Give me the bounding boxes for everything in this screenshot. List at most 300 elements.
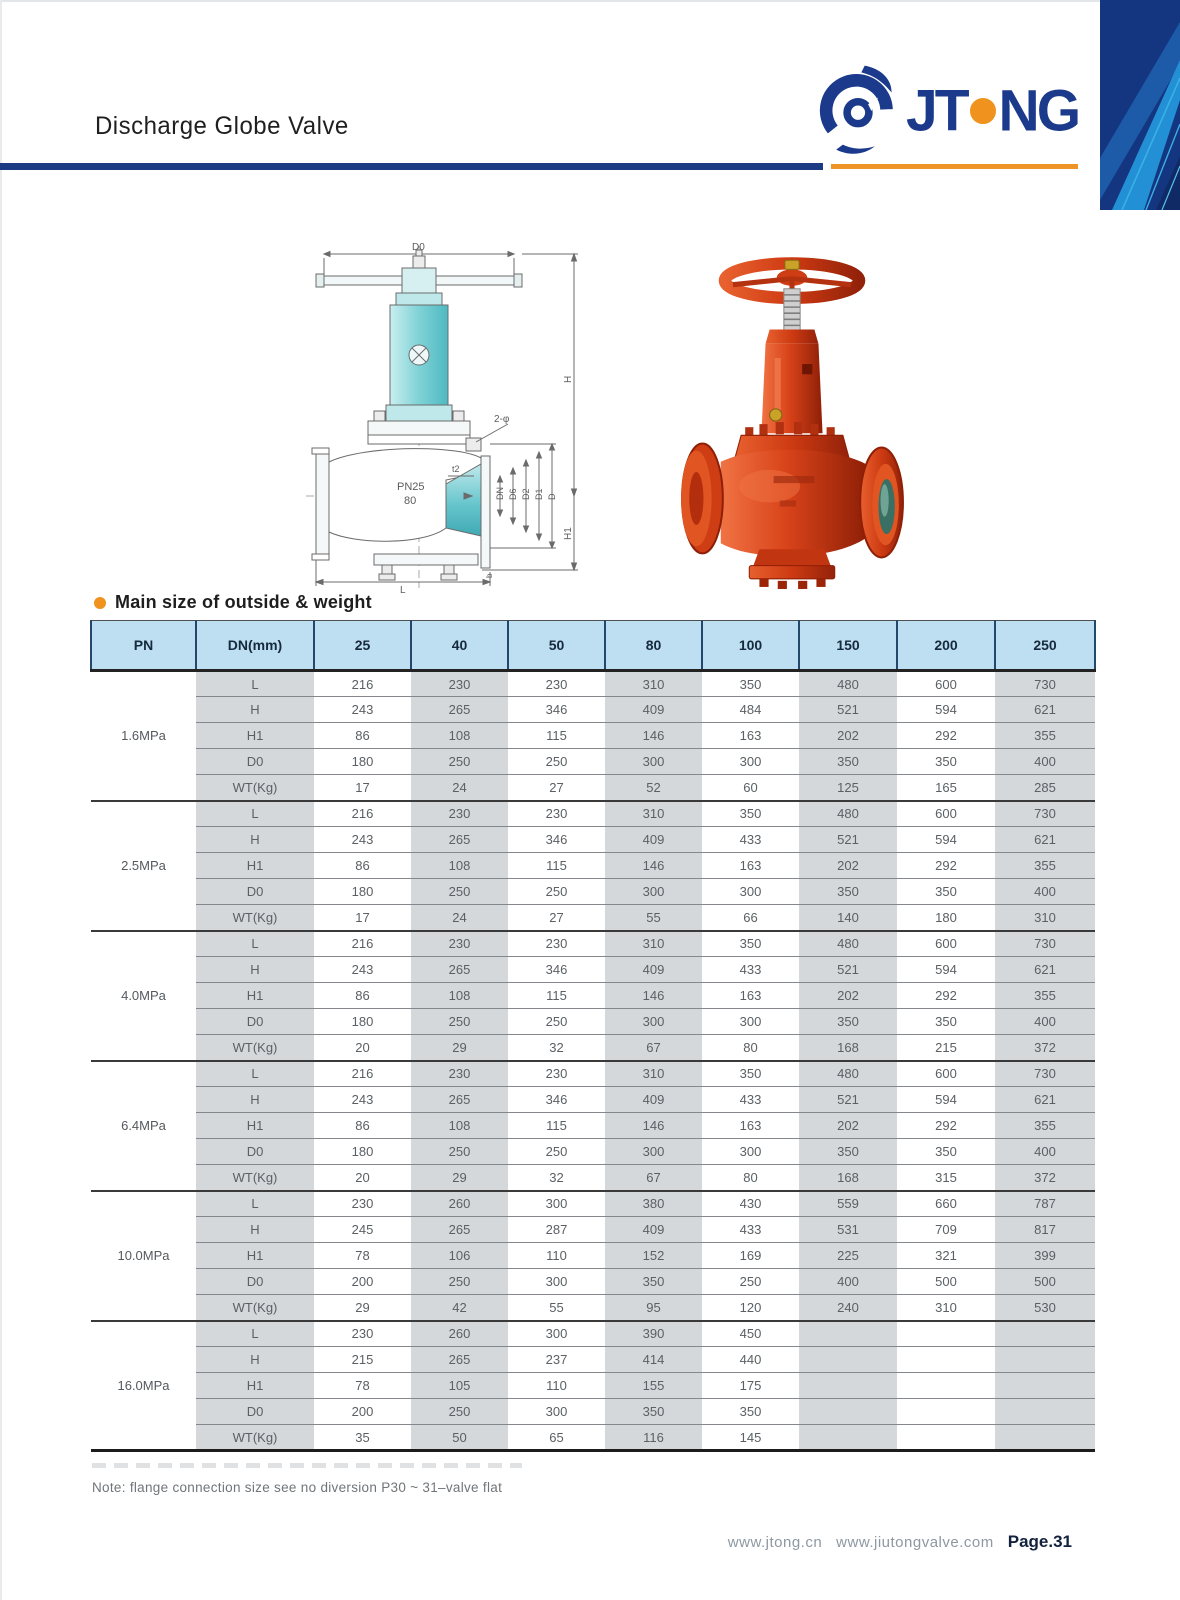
- value-cell: 400: [995, 1009, 1095, 1035]
- value-cell: [897, 1373, 995, 1399]
- value-cell: 399: [995, 1243, 1095, 1269]
- value-cell: 621: [995, 957, 1095, 983]
- table-row: [91, 1113, 1095, 1139]
- value-cell: 168: [799, 1165, 897, 1191]
- value-cell: 86: [314, 983, 411, 1009]
- value-cell: 285: [995, 775, 1095, 801]
- value-cell: 115: [508, 723, 605, 749]
- param-label: H1: [196, 983, 314, 1009]
- value-cell: 350: [702, 1061, 799, 1087]
- param-label: D0: [196, 1399, 314, 1425]
- brand-text-post: NG: [998, 77, 1079, 144]
- value-cell: 86: [314, 853, 411, 879]
- size-weight-table: [90, 620, 1096, 1452]
- footer-url-jiutongvalve[interactable]: www.jiutongvalve.com: [836, 1534, 994, 1551]
- value-cell: [897, 1399, 995, 1425]
- value-cell: 108: [411, 983, 508, 1009]
- value-cell: [799, 1347, 897, 1373]
- dim-label-d6: D6: [508, 488, 518, 500]
- value-cell: 202: [799, 723, 897, 749]
- value-cell: 300: [702, 1139, 799, 1165]
- value-cell: 350: [897, 1009, 995, 1035]
- value-cell: 250: [411, 749, 508, 775]
- value-cell: 292: [897, 723, 995, 749]
- table-row: [91, 1425, 1095, 1451]
- value-cell: 50: [411, 1425, 508, 1451]
- header-rule-orange: [831, 164, 1078, 169]
- body-label-80: 80: [404, 495, 417, 507]
- dim-label-h1: H1: [563, 527, 574, 540]
- value-cell: 202: [799, 983, 897, 1009]
- value-cell: 29: [411, 1165, 508, 1191]
- pn-label: 10.0MPa: [91, 1191, 196, 1321]
- value-cell: 250: [411, 1009, 508, 1035]
- value-cell: 35: [314, 1425, 411, 1451]
- value-cell: 146: [605, 983, 702, 1009]
- value-cell: 310: [605, 801, 702, 827]
- value-cell: 400: [799, 1269, 897, 1295]
- value-cell: 350: [702, 931, 799, 957]
- value-cell: 594: [897, 1087, 995, 1113]
- value-cell: 67: [605, 1035, 702, 1061]
- column-header: 25: [314, 621, 411, 671]
- value-cell: 521: [799, 697, 897, 723]
- param-label: WT(Kg): [196, 775, 314, 801]
- value-cell: [897, 1347, 995, 1373]
- value-cell: 621: [995, 697, 1095, 723]
- page-footer: [728, 1532, 1072, 1552]
- value-cell: 163: [702, 853, 799, 879]
- value-cell: 215: [314, 1347, 411, 1373]
- brand-o-ring: [970, 98, 996, 124]
- value-cell: 300: [702, 749, 799, 775]
- value-cell: 145: [702, 1425, 799, 1451]
- value-cell: 78: [314, 1243, 411, 1269]
- value-cell: 250: [508, 1139, 605, 1165]
- value-cell: 20: [314, 1165, 411, 1191]
- page-title: Discharge Globe Valve: [95, 112, 349, 140]
- value-cell: 110: [508, 1373, 605, 1399]
- param-label: H1: [196, 1373, 314, 1399]
- value-cell: 216: [314, 1061, 411, 1087]
- table-row: [91, 905, 1095, 931]
- value-cell: 243: [314, 1087, 411, 1113]
- value-cell: 152: [605, 1243, 702, 1269]
- value-cell: 202: [799, 1113, 897, 1139]
- param-label: D0: [196, 1139, 314, 1165]
- value-cell: 300: [702, 879, 799, 905]
- value-cell: 175: [702, 1373, 799, 1399]
- column-header: 250: [995, 621, 1095, 671]
- value-cell: 433: [702, 957, 799, 983]
- value-cell: 484: [702, 697, 799, 723]
- value-cell: 216: [314, 801, 411, 827]
- value-cell: [995, 1425, 1095, 1451]
- value-cell: 230: [411, 671, 508, 697]
- value-cell: 600: [935, 676, 957, 692]
- table-row: [91, 983, 1095, 1009]
- value-cell: 346: [508, 957, 605, 983]
- dim-label-d1: D1: [534, 488, 544, 500]
- value-cell: 86: [314, 1113, 411, 1139]
- table-row: [91, 1217, 1095, 1243]
- column-header: 150: [799, 621, 897, 671]
- value-cell: 350: [897, 879, 995, 905]
- value-cell: [799, 1425, 897, 1451]
- value-cell: 621: [995, 827, 1095, 853]
- value-cell: 52: [605, 775, 702, 801]
- value-cell: 480: [799, 801, 897, 827]
- value-cell: 215: [897, 1035, 995, 1061]
- value-cell: 108: [411, 723, 508, 749]
- table-row: [91, 1035, 1095, 1061]
- value-cell: 300: [508, 1191, 605, 1217]
- value-cell: 230: [508, 1061, 605, 1087]
- value-cell: 250: [508, 749, 605, 775]
- column-header: PN: [91, 621, 196, 671]
- value-cell: 594: [897, 697, 995, 723]
- value-cell: [799, 1373, 897, 1399]
- value-cell: 300: [605, 749, 702, 775]
- param-label: L: [196, 801, 314, 827]
- value-cell: 20: [314, 1035, 411, 1061]
- param-label: L: [196, 931, 314, 957]
- value-cell: 817: [995, 1217, 1095, 1243]
- value-cell: [897, 1425, 995, 1451]
- param-label: WT(Kg): [196, 1295, 314, 1321]
- bullet-icon: [94, 597, 106, 609]
- table-row: [91, 1373, 1095, 1399]
- scan-edge-left: [0, 0, 2, 1600]
- corner-stripe-band: [1100, 0, 1180, 210]
- value-cell: 500: [995, 1269, 1095, 1295]
- value-cell: 202: [799, 853, 897, 879]
- table-row: [91, 1139, 1095, 1165]
- value-cell: 108: [411, 1113, 508, 1139]
- value-cell: [799, 1321, 897, 1347]
- value-cell: 243: [314, 827, 411, 853]
- value-cell: 530: [995, 1295, 1095, 1321]
- table-row: [91, 801, 1095, 827]
- value-cell: 350: [799, 1009, 897, 1035]
- value-cell: 409: [605, 1217, 702, 1243]
- value-cell: 250: [702, 1269, 799, 1295]
- value-cell: 350: [739, 676, 762, 692]
- value-cell: 300: [702, 1009, 799, 1035]
- column-header: 40: [411, 621, 508, 671]
- pn-label: 6.4MPa: [91, 1061, 196, 1191]
- param-label: L: [196, 1191, 314, 1217]
- value-cell: 730: [995, 801, 1095, 827]
- valve-technical-drawing: [276, 238, 604, 596]
- dim-label-h: H: [563, 375, 574, 383]
- brand-text-pre: JT: [906, 77, 967, 144]
- column-header: 100: [702, 621, 799, 671]
- value-cell: 600: [897, 931, 995, 957]
- value-cell: 310: [605, 931, 702, 957]
- table-row: [91, 957, 1095, 983]
- value-cell: 250: [411, 1139, 508, 1165]
- value-cell: [995, 1321, 1095, 1347]
- value-cell: 65: [508, 1425, 605, 1451]
- param-label: D0: [196, 1009, 314, 1035]
- value-cell: 230: [314, 1191, 411, 1217]
- param-label: WT(Kg): [196, 905, 314, 931]
- value-cell: 600: [897, 801, 995, 827]
- column-header: 200: [897, 621, 995, 671]
- value-cell: 230: [411, 1061, 508, 1087]
- value-cell: 300: [605, 879, 702, 905]
- param-label: H: [196, 827, 314, 853]
- value-cell: 355: [995, 983, 1095, 1009]
- value-cell: 250: [508, 879, 605, 905]
- value-cell: 433: [702, 1087, 799, 1113]
- value-cell: 163: [702, 1113, 799, 1139]
- value-cell: 300: [605, 1009, 702, 1035]
- dim-label-2phi: 2-φ: [494, 414, 510, 425]
- table-row: [91, 1165, 1095, 1191]
- value-cell: 414: [605, 1347, 702, 1373]
- value-cell: 355: [995, 853, 1095, 879]
- value-cell: 390: [605, 1321, 702, 1347]
- value-cell: 265: [411, 957, 508, 983]
- value-cell: 260: [411, 1321, 508, 1347]
- value-cell: 709: [897, 1217, 995, 1243]
- table-row: [91, 1009, 1095, 1035]
- param-label: H1: [196, 853, 314, 879]
- value-cell: 310: [995, 905, 1095, 931]
- value-cell: 250: [411, 1399, 508, 1425]
- value-cell: 250: [508, 1009, 605, 1035]
- faded-print-artifact: [92, 1463, 522, 1468]
- table-row: [91, 723, 1095, 749]
- value-cell: 350: [897, 1139, 995, 1165]
- value-cell: 216: [314, 931, 411, 957]
- value-cell: 55: [605, 905, 702, 931]
- value-cell: 78: [314, 1373, 411, 1399]
- value-cell: 86: [314, 723, 411, 749]
- value-cell: [995, 1347, 1095, 1373]
- value-cell: 230: [411, 801, 508, 827]
- section-heading: [94, 592, 372, 613]
- value-cell: 116: [605, 1425, 702, 1451]
- valve-product-photo: [636, 244, 948, 590]
- value-cell: 730: [995, 1061, 1095, 1087]
- value-cell: 168: [799, 1035, 897, 1061]
- param-label: H: [196, 957, 314, 983]
- pn-label: 16.0MPa: [91, 1321, 196, 1451]
- table-row: [91, 1087, 1095, 1113]
- value-cell: 355: [995, 1113, 1095, 1139]
- table-row: [91, 1191, 1095, 1217]
- table-row: [91, 931, 1095, 957]
- value-cell: 216: [351, 676, 374, 692]
- value-cell: 180: [314, 879, 411, 905]
- value-cell: 310: [605, 671, 702, 697]
- pn-label: 2.5MPa: [91, 801, 196, 931]
- value-cell: 24: [411, 775, 508, 801]
- value-cell: 400: [995, 1139, 1095, 1165]
- value-cell: 300: [508, 1399, 605, 1425]
- param-label: H1: [196, 723, 314, 749]
- table-row: [91, 1321, 1095, 1347]
- param-label: WT(Kg): [196, 1165, 314, 1191]
- table-row: [91, 749, 1095, 775]
- value-cell: 350: [799, 879, 897, 905]
- value-cell: 140: [799, 905, 897, 931]
- value-cell: 521: [799, 957, 897, 983]
- value-cell: 621: [995, 1087, 1095, 1113]
- value-cell: 321: [897, 1243, 995, 1269]
- body-label-pn25: PN25: [397, 481, 425, 493]
- param-label: L: [196, 671, 314, 697]
- dim-label-d0: D0: [412, 242, 425, 253]
- value-cell: 310: [605, 1061, 702, 1087]
- value-cell: 115: [508, 983, 605, 1009]
- value-cell: 730: [995, 931, 1095, 957]
- value-cell: 350: [799, 749, 897, 775]
- value-cell: 125: [799, 775, 897, 801]
- dim-label-d2: D2: [521, 488, 531, 500]
- value-cell: 440: [702, 1347, 799, 1373]
- value-cell: 225: [799, 1243, 897, 1269]
- scan-edge-top: [0, 0, 1180, 2]
- size-table-header-row: [91, 621, 1095, 671]
- value-cell: [897, 1321, 995, 1347]
- value-cell: 230: [545, 676, 568, 692]
- pn-label: 4.0MPa: [91, 931, 196, 1061]
- value-cell: 350: [799, 1139, 897, 1165]
- dim-label-l: L: [400, 585, 406, 596]
- value-cell: 265: [411, 827, 508, 853]
- table-row: [91, 1399, 1095, 1425]
- page-number: Page.31: [1007, 1532, 1072, 1551]
- value-cell: 521: [799, 1087, 897, 1113]
- value-cell: 350: [897, 749, 995, 775]
- value-cell: 559: [799, 1191, 897, 1217]
- value-cell: 163: [702, 723, 799, 749]
- value-cell: 146: [605, 723, 702, 749]
- value-cell: 300: [508, 1269, 605, 1295]
- value-cell: 400: [995, 749, 1095, 775]
- value-cell: 180: [314, 1139, 411, 1165]
- value-cell: 237: [508, 1347, 605, 1373]
- value-cell: 243: [314, 697, 411, 723]
- value-cell: 230: [508, 801, 605, 827]
- value-cell: 250: [411, 1269, 508, 1295]
- table-row: [91, 1061, 1095, 1087]
- value-cell: 594: [897, 827, 995, 853]
- param-label: WT(Kg): [196, 1425, 314, 1451]
- value-cell: 106: [411, 1243, 508, 1269]
- column-header: 50: [508, 621, 605, 671]
- value-cell: 120: [702, 1295, 799, 1321]
- table-row: [91, 1269, 1095, 1295]
- swirl-logo-icon: [816, 64, 900, 158]
- value-cell: 300: [605, 1139, 702, 1165]
- value-cell: 55: [508, 1295, 605, 1321]
- table-row: [91, 853, 1095, 879]
- value-cell: 42: [411, 1295, 508, 1321]
- value-cell: 115: [508, 1113, 605, 1139]
- value-cell: 66: [702, 905, 799, 931]
- value-cell: 350: [702, 801, 799, 827]
- value-cell: 594: [897, 957, 995, 983]
- value-cell: 105: [411, 1373, 508, 1399]
- value-cell: 265: [411, 1347, 508, 1373]
- value-cell: 163: [702, 983, 799, 1009]
- value-cell: 265: [411, 697, 508, 723]
- value-cell: 292: [897, 983, 995, 1009]
- value-cell: 600: [897, 1061, 995, 1087]
- table-row: [91, 827, 1095, 853]
- value-cell: 180: [314, 749, 411, 775]
- value-cell: [995, 1373, 1095, 1399]
- dim-label-t2: t2: [452, 464, 460, 474]
- value-cell: 29: [314, 1295, 411, 1321]
- table-row: [91, 1347, 1095, 1373]
- value-cell: 27: [508, 905, 605, 931]
- param-label: H: [196, 1087, 314, 1113]
- dim-label-d: D: [547, 493, 557, 500]
- value-cell: 24: [411, 905, 508, 931]
- table-row: [91, 1295, 1095, 1321]
- value-cell: 146: [605, 853, 702, 879]
- value-cell: 240: [799, 1295, 897, 1321]
- value-cell: 730: [995, 671, 1095, 697]
- value-cell: 67: [605, 1165, 702, 1191]
- value-cell: 265: [411, 1087, 508, 1113]
- value-cell: 480: [799, 1061, 897, 1087]
- value-cell: 350: [605, 1269, 702, 1295]
- value-cell: 409: [605, 697, 702, 723]
- value-cell: 230: [314, 1321, 411, 1347]
- column-header: DN(mm): [196, 621, 314, 671]
- value-cell: 787: [995, 1191, 1095, 1217]
- value-cell: 169: [702, 1243, 799, 1269]
- value-cell: 27: [508, 775, 605, 801]
- param-label: WT(Kg): [196, 1035, 314, 1061]
- value-cell: 200: [314, 1399, 411, 1425]
- table-row: [91, 1243, 1095, 1269]
- dim-label-dn: DN: [495, 487, 505, 500]
- table-row: [91, 671, 1095, 697]
- param-label: H: [196, 697, 314, 723]
- value-cell: 17: [314, 775, 411, 801]
- value-cell: 521: [799, 827, 897, 853]
- brand-logo: [816, 64, 1078, 158]
- value-cell: 32: [508, 1165, 605, 1191]
- value-cell: 265: [411, 1217, 508, 1243]
- value-cell: 350: [605, 1399, 702, 1425]
- value-cell: [995, 1399, 1095, 1425]
- column-header: 80: [605, 621, 702, 671]
- value-cell: 260: [411, 1191, 508, 1217]
- value-cell: 80: [702, 1035, 799, 1061]
- value-cell: 346: [508, 827, 605, 853]
- value-cell: 165: [897, 775, 995, 801]
- param-label: H: [196, 1347, 314, 1373]
- value-cell: 380: [605, 1191, 702, 1217]
- footer-url-jtong[interactable]: www.jtong.cn: [727, 1534, 823, 1551]
- value-cell: 230: [508, 931, 605, 957]
- value-cell: 430: [702, 1191, 799, 1217]
- param-label: H1: [196, 1243, 314, 1269]
- value-cell: 180: [314, 1009, 411, 1035]
- value-cell: 660: [897, 1191, 995, 1217]
- value-cell: 29: [411, 1035, 508, 1061]
- footnote: Note: flange connection size see no diversion P30 ~ 31–valve flat: [92, 1480, 503, 1495]
